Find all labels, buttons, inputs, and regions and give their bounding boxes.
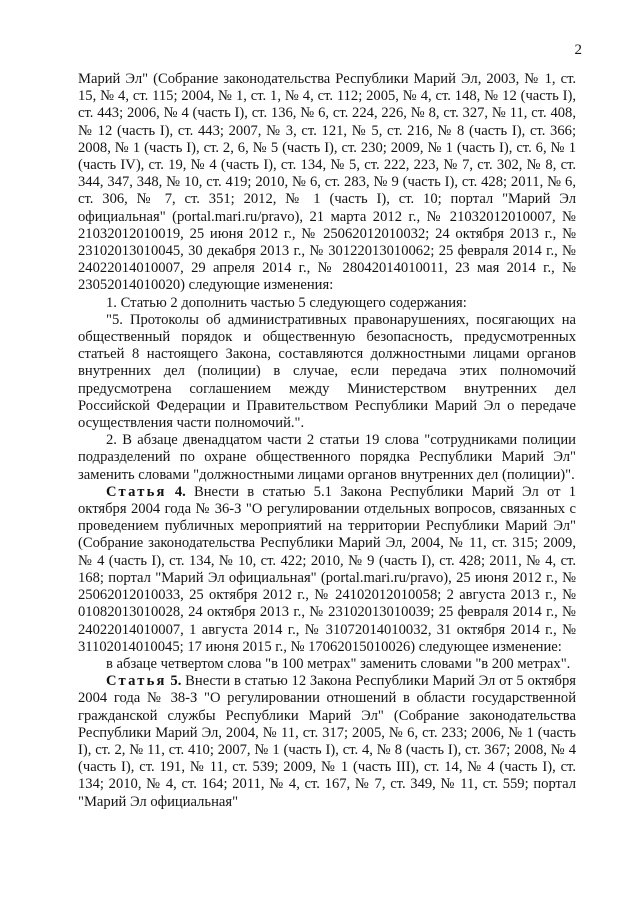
amendment-source-paragraph: Марий Эл" (Собрание законодательства Республики Марий Эл, 2003, № 1, ст. 15, № 4, ст. 115; 2004, № 1, ст. 1, № 4, ст. 112; 2005, № 4, ст. 148, № 12 (часть I), ст. 443; 2006, № 4 (часть I), ст. 136, № 6, ст. 224, 226, № 8, ст. 327, № 11, ст. 408, № 12 (часть I), ст. 443; 2007, № 3, ст. 121, № 5, ст. 216, № 8 (часть I), ст. 366; 2008, № 1 (часть I), ст. 2, 6, № 5 (часть I), ст. 230; 2009, № 1 (часть I), ст. 6, № 1 (часть IV), ст. 19, № 4 (часть I), ст. 134, № 5, ст. 222, 223, № 7, ст. 302, № 8, ст. 344, 347, 348, № 10, ст. 419; 2010, № 6, ст. 283, № 9 (часть I), ст. 428; 2011, № 6, ст. 306, № 7, ст. 351; 2012, № 1 (часть I), ст. 10; портал "Марий Эл официальная" (portal.mari.ru/pravo), 21 марта 2012 г., № 21032012010007, № 21032012010019, 25 июня 2012 г., № 25062012010032; 24 октября 2013 г., № 23102013010045, 30 декабря 2013 г., № 30122013010062; 25 февраля 2014 г., № 24022014010007, 29 апреля 2014 г., № 28042014010011, 23 мая 2014 г., № 23052014010020) следующие изменения:	[78, 71, 576, 294]
document-body	[78, 71, 576, 811]
page-number: 2	[574, 42, 582, 58]
article-4-heading: Статья	[106, 483, 167, 500]
article-5-heading: Статья	[106, 673, 167, 690]
article-4-number: 4.	[174, 483, 186, 500]
item-2-paragraph: 2. В абзаце двенадцатом части 2 статьи 19 слова "сотрудниками полиции подразделений по охране общественного порядка Республики Марий Эл" заменить словами "должностными лицами органов внутренних дел (полиции)".	[78, 432, 576, 483]
item-1-paragraph: 1. Статью 2 дополнить частью 5 следующего содержания:	[106, 294, 467, 311]
article-4-change-paragraph: в абзаце четвертом слова "в 100 метрах" заменить словами "в 200 метрах".	[106, 655, 571, 672]
quoted-part-5-paragraph: "5. Протоколы об административных правонарушениях, посягающих на общественный порядок и общественную безопасность, предусмотренных статьей 8 настоящего Закона, составляются должностными лицами органов внутренних дел (полиции) в случае, если передача этих полномочий предусмотрена соглашением между Министерством внутренних дел Российской Федерации и Правительством Республики Марий Эл о передаче осуществления части полномочий.".	[78, 311, 576, 432]
article-4-paragraph	[78, 484, 576, 656]
article-4-text: Внести в статью 5.1 Закона Республики Марий Эл от 1 октября 2004 года № 36-З "О регулировании отдельных вопросов, связанных с проведением публичных мероприятий на территории Республики Марий Эл" (Собрание законодательства Республики Марий Эл, 2004, № 11, ст. 315; 2009, № 4 (часть I), ст. 134, № 10, ст. 422; 2010, № 9 (часть I), ст. 428; 2011, № 4, ст. 168; портал "Марий Эл официальная" (portal.mari.ru/pravo), 25 июня 2012 г., № 25062012010033, 25 октября 2012 г., № 24102012010058; 2 августа 2013 г., № 01082013010028, 24 октября 2013 г., № 23102013010039; 25 февраля 2014 г., № 24022014010007, 1 августа 2014 г., № 31072014010032, 31 октября 2014 г., № 31102014010045; 17 июня 2015 г., № 17062015010026) следующее изменение:	[78, 483, 576, 655]
article-5-text: Внести в статью 12 Закона Республики Марий Эл от 5 октября 2004 года № 38-З "О регулировании отношений в области государственной гражданской службы Республики Марий Эл" (Собрание законодательства Республики Марий Эл, 2004, № 11, ст. 317; 2005, № 6, ст. 233; 2006, № 1 (часть I), ст. 2, № 11, ст. 410; 2007, № 1 (часть I), ст. 4, № 8 (часть I), ст. 367; 2008, № 4 (часть I), ст. 191, № 11, ст. 539; 2009, № 1 (часть III), ст. 14, № 4 (часть I), ст. 134; 2010, № 4, ст. 164; 2011, № 4, ст. 167, № 7, ст. 349, № 11, ст. 559; портал "Марий Эл официальная"	[78, 673, 576, 810]
article-5-paragraph	[78, 673, 576, 811]
article-5-number: 5.	[170, 673, 182, 690]
